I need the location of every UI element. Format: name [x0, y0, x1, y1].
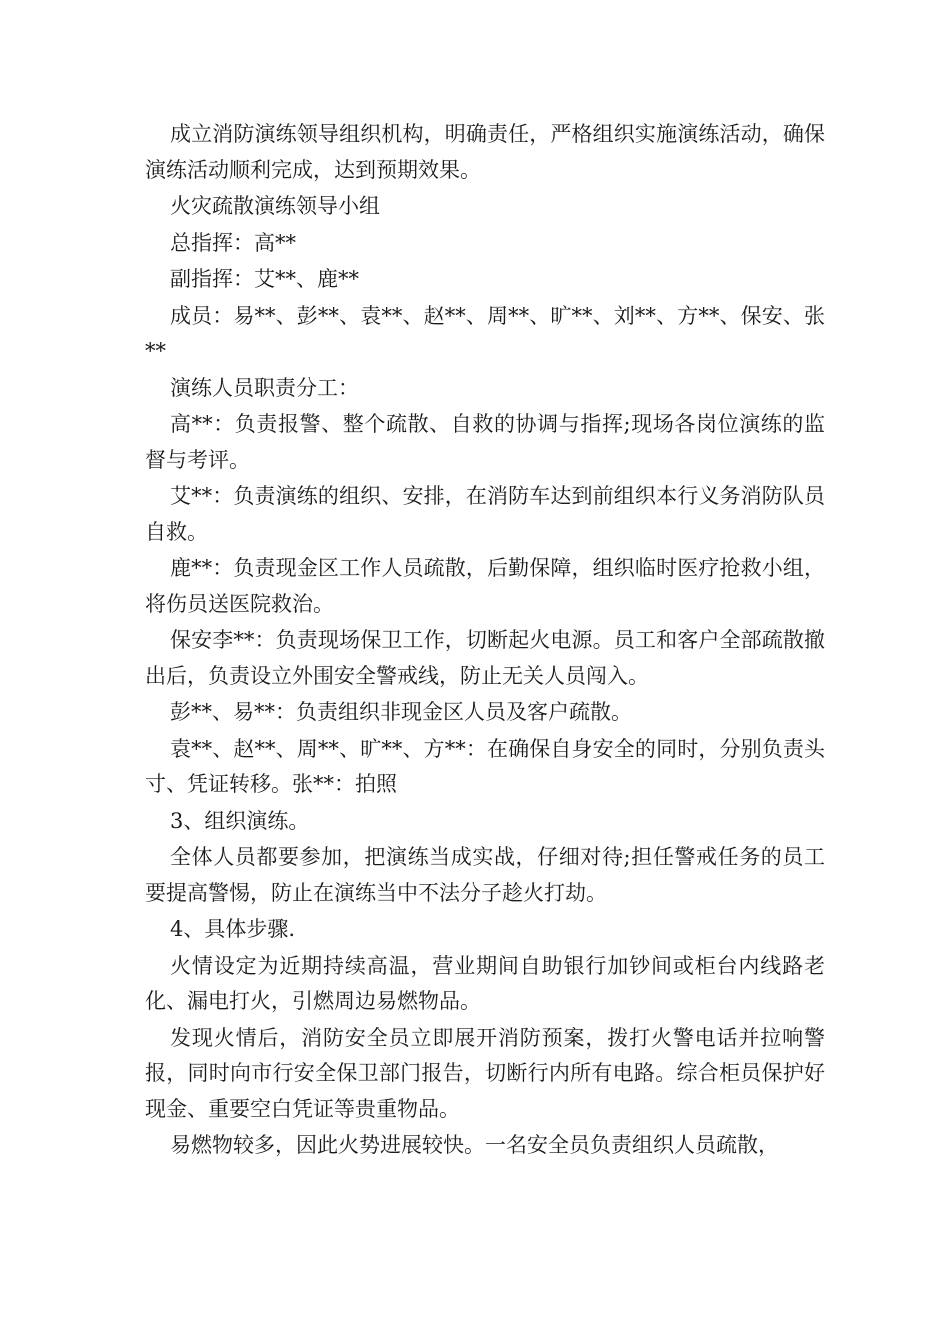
paragraph-intro: 成立消防演练领导组织机构，明确责任，严格组织实施演练活动，确保演练活动顺利完成，达到预期效果。 — [145, 122, 825, 182]
paragraph-section-4-heading: 4、具体步骤. — [170, 917, 296, 941]
paragraph-section-3-heading: 3、组织演练。 — [170, 808, 310, 833]
paragraph-duty-others: 袁**、赵**、周**、旷**、方**：在确保自身安全的同时，分别负责头寸、凭证转移。张**：拍照 — [145, 736, 825, 796]
paragraph-fire-response: 发现火情后，消防安全员立即展开消防预案，拨打火警电话并拉响警报，同时向市行安全保卫部门报告，切断行内所有电路。综合柜员保护好现金、重要空白凭证等贵重物品。 — [145, 1025, 825, 1121]
paragraph-members: 成员：易**、彭**、袁**、赵**、周**、旷**、刘**、方**、保安、张** — [145, 303, 825, 363]
paragraph-deputy-commander: 副指挥：艾**、鹿** — [170, 267, 359, 291]
paragraph-duty-peng-yi: 彭**、易**：负责组织非现金区人员及客户疏散。 — [170, 700, 632, 724]
paragraph-duty-ai: 艾**：负责演练的组织、安排，在消防车达到前组织本行义务消防队员自救。 — [145, 484, 825, 544]
paragraph-duty-security-li: 保安李**：负责现场保卫工作，切断起火电源。员工和客户全部疏散撤出后，负责设立外围安全警戒线，防止无关人员闯入。 — [145, 628, 825, 688]
paragraph-fire-scenario: 火情设定为近期持续高温，营业期间自助银行加钞间或柜台内线路老化、漏电打火，引燃周边易燃物品。 — [145, 953, 825, 1013]
paragraph-commander: 总指挥：高** — [170, 230, 296, 255]
document-body — [145, 117, 825, 1165]
paragraph-duty-gao: 高**：负责报警、整个疏散、自救的协调与指挥;现场各岗位演练的监督与考评。 — [145, 412, 825, 472]
paragraph-section-3-body: 全体人员都要参加，把演练当成实战，仔细对待;担任警戒任务的员工要提高警惕，防止在演练当中不法分子趁火打劫。 — [145, 845, 825, 905]
paragraph-duty-lu: 鹿**：负责现金区工作人员疏散，后勤保障，组织临时医疗抢救小组，将伤员送医院救治。 — [145, 556, 825, 616]
paragraph-duties-heading: 演练人员职责分工： — [170, 375, 359, 400]
paragraph-leadership-group-title: 火灾疏散演练领导小组 — [170, 194, 380, 218]
paragraph-evacuation: 易燃物较多，因此火势进展较快。一名安全员负责组织人员疏散， — [170, 1133, 779, 1157]
